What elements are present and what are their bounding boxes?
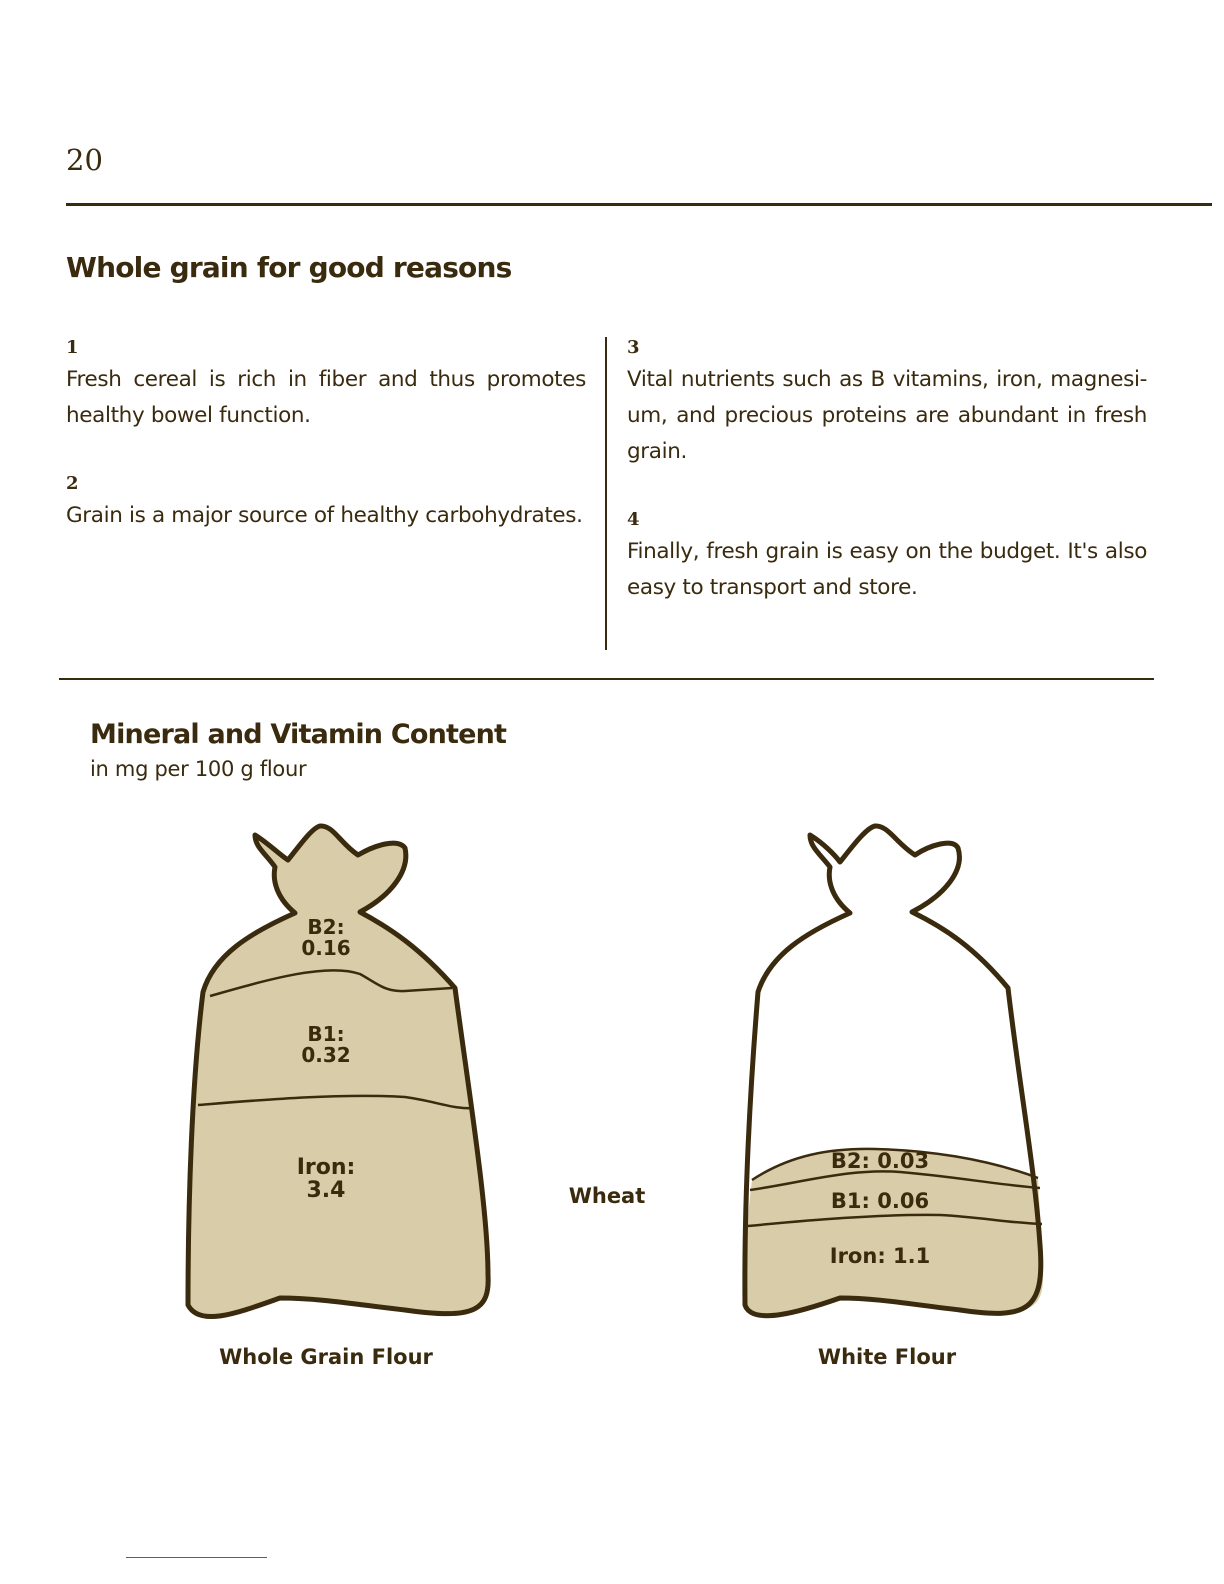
whole-grain-iron-label: Iron: <box>296 1155 356 1180</box>
wheat-label: Wheat <box>568 1184 646 1208</box>
whole-grain-bag-fill <box>188 826 488 1317</box>
reason-number: 3 <box>627 337 640 358</box>
chart-title: Mineral and Vitamin Content <box>90 719 507 750</box>
white-flour-b1-label: B1: 0.06 <box>830 1189 930 1213</box>
whole-grain-bag <box>188 826 488 1369</box>
chart-subtitle: in mg per 100 g flour <box>90 757 307 781</box>
reason-text: Grain is a major source of healthy carbohydrates. <box>66 503 583 528</box>
reason-number: 1 <box>66 337 79 358</box>
footer-line <box>126 1557 267 1558</box>
reason-text: Finally, fresh grain is easy on the budget. It's also easy to transport and store. <box>627 539 1147 600</box>
whole-grain-b1-label: B1: <box>307 1022 345 1046</box>
white-flour-iron-label: Iron: 1.1 <box>829 1244 931 1268</box>
reason-text: Vital nutrients such as B vitamins, iron, magnesi-um, and precious proteins are abundant in fresh grain. <box>627 367 1147 464</box>
page-number: 20 <box>66 143 103 177</box>
white-flour-b2-label: B2: 0.03 <box>830 1149 930 1173</box>
reason-text: Fresh cereal is rich in fiber and thus promotes healthy bowel function. <box>66 367 586 428</box>
whole-grain-b2-value: 0.16 <box>301 936 351 960</box>
white-flour-fill <box>745 1149 1043 1316</box>
reason-number: 4 <box>627 509 640 530</box>
reason-number: 2 <box>66 473 79 494</box>
page-title: Whole grain for good reasons <box>66 251 512 284</box>
whole-grain-caption: Whole Grain Flour <box>219 1345 433 1369</box>
whole-grain-b1-value: 0.32 <box>301 1043 351 1067</box>
white-flour-bag <box>745 826 1043 1369</box>
whole-grain-iron-value: 3.4 <box>306 1178 346 1203</box>
whole-grain-b2-label: B2: <box>307 915 345 939</box>
white-flour-caption: White Flour <box>817 1345 957 1369</box>
